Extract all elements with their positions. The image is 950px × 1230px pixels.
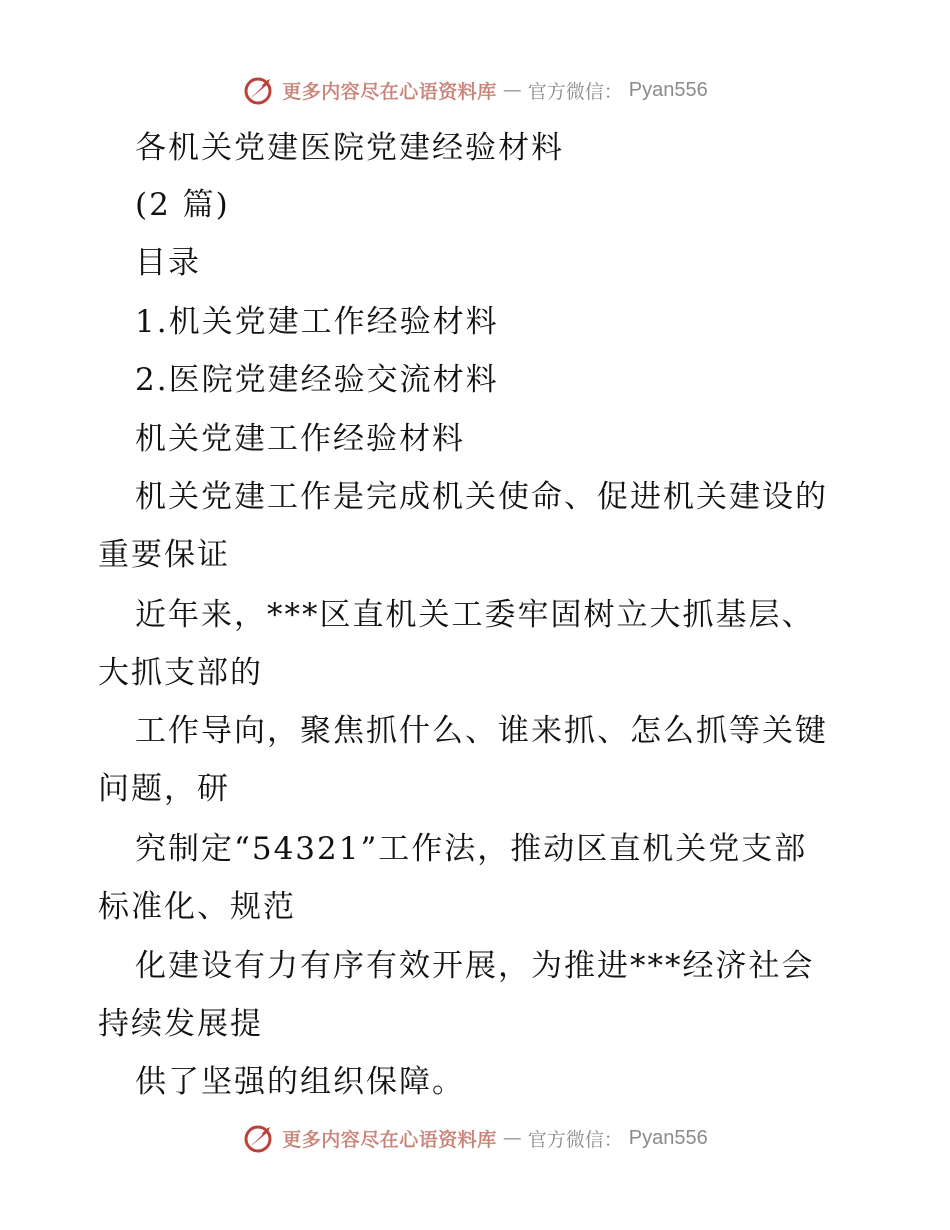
feather-pen-logo-icon xyxy=(242,1121,276,1155)
paragraph-line: 工作导向，聚焦抓什么、谁来抓、怎么抓等关键 xyxy=(135,713,828,749)
toc-item: 1.机关党建工作经验材料 xyxy=(135,304,499,340)
watermark-text: 更多内容尽在心语资料库 xyxy=(282,1128,497,1151)
paragraph-line: 标准化、规范 xyxy=(98,889,296,925)
footer-watermark xyxy=(0,1118,950,1158)
watermark-label: 官方微信： xyxy=(527,80,623,103)
toc-heading: 目录 xyxy=(135,245,201,281)
document-title: 各机关党建医院党建经验材料 xyxy=(135,130,564,166)
watermark-account: Pyan556 xyxy=(628,1126,708,1149)
toc-item: 2.医院党建经验交流材料 xyxy=(135,362,499,398)
paragraph-line: 究制定“54321”工作法，推动区直机关党支部 xyxy=(135,831,808,867)
paragraph-line: 大抓支部的 xyxy=(98,655,263,691)
paragraph-line: 化建设有力有序有效开展，为推进***经济社会 xyxy=(135,948,815,984)
header-watermark xyxy=(0,70,950,110)
watermark-text: 更多内容尽在心语资料库 xyxy=(282,80,497,103)
watermark-label: 官方微信： xyxy=(527,1128,623,1151)
watermark-separator: — xyxy=(502,1127,522,1149)
feather-pen-logo-icon xyxy=(242,73,276,107)
document-subtitle: (2 篇) xyxy=(135,187,230,223)
paragraph-line: 问题，研 xyxy=(98,771,230,807)
paragraph-line: 重要保证 xyxy=(98,537,230,573)
paragraph-line: 近年来，***区直机关工委牢固树立大抓基层、 xyxy=(135,597,815,633)
paragraph-line: 供了坚强的组织保障。 xyxy=(135,1064,465,1100)
section-heading: 机关党建工作经验材料 xyxy=(135,421,465,457)
paragraph-line: 持续发展提 xyxy=(98,1006,263,1042)
watermark-separator: — xyxy=(502,79,522,101)
paragraph-line: 机关党建工作是完成机关使命、促进机关建设的 xyxy=(135,479,828,515)
watermark-account: Pyan556 xyxy=(628,78,708,101)
